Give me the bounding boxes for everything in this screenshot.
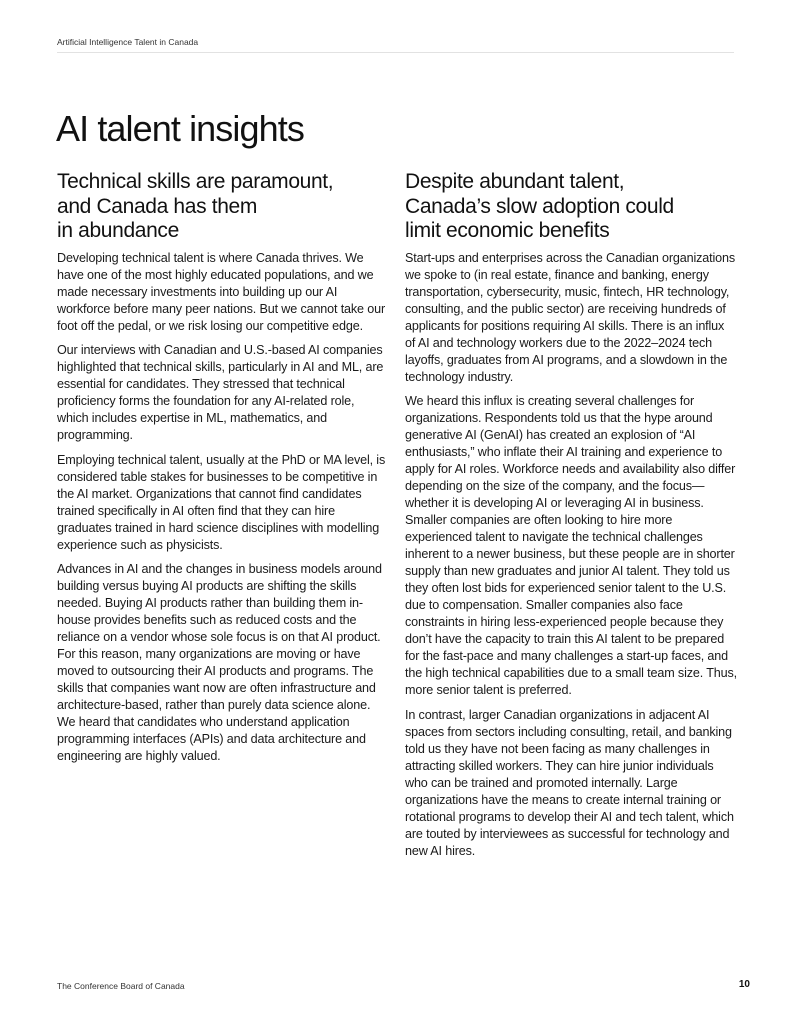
left-column	[57, 170, 387, 773]
right-paragraph: In contrast, larger Canadian organizations in adjacent AI spaces from sectors including consulting, retail, and banking told us they have not been facing as many challenges in attracting skilled workers. They can hire junior individuals who can be trained and promoted internally. Large organizations have the means to create internal training or rotational programs to develop their AI and tech talent, which are touted by interviewees as successful for technology and new AI hires.	[405, 707, 734, 858]
left-column-heading	[57, 170, 387, 244]
right-heading-line: Despite abundant talent,	[405, 170, 625, 193]
left-paragraph: Employing technical talent, usually at the PhD or MA level, is considered table stakes for businesses to be competitive in the AI market. Organizations that cannot find candidates trained specifically in AI often find that they can hire graduates trained in hard science disciplines with modelling experience such as physicists.	[57, 452, 386, 552]
page-title: AI talent insights	[56, 108, 304, 149]
footer-publisher: The Conference Board of Canada	[57, 981, 185, 991]
left-heading-line: Technical skills are paramount,	[57, 170, 334, 193]
right-heading-line: limit economic benefits	[405, 219, 610, 242]
left-heading-line: in abundance	[57, 219, 179, 242]
header-divider	[57, 52, 734, 53]
left-paragraph: Developing technical talent is where Canada thrives. We have one of the most highly educated populations, and we made necessary investments into building up our AI workforce before many peer nations. But we cannot take our foot off the pedal, or we risk losing our competitive edge.	[57, 250, 386, 333]
left-paragraph: Advances in AI and the changes in business models around building versus buying AI products are shifting the skills needed. Buying AI products rather than building them in-house provides benefits such as reduced costs and the reliance on a vendor whose sole focus is on that AI product. For this reason, many organizations are moving or have moved to outsourcing their AI products and programs. The skills that companies want now are often infrastructure and architecture-based, rather than purely data science alone. We heard that candidates who understand application programming interfaces (APIs) and data architecture and engineering are highly valued.	[57, 562, 382, 763]
right-column	[405, 170, 737, 867]
left-paragraph: Our interviews with Canadian and U.S.-based AI companies highlighted that technical skills, particularly in AI and ML, are essential for candidates. They stressed that technical proficiency forms the foundation for any AI-related role, which includes expertise in ML, mathematics, and programming.	[57, 343, 384, 442]
right-heading-line: Canada’s slow adoption could	[405, 194, 674, 218]
left-heading-line: and Canada has them	[57, 194, 257, 218]
right-paragraph: Start-ups and enterprises across the Canadian organizations we spoke to (in real estate, finance and banking, energy transportation, cybersecurity, music, fintech, HR technology, consulting, and the public sector) are receiving hundreds of applicants for positions requiring AI skills. There is an influx of AI and technology workers due to the 2022–2024 tech layoffs, graduates from AI programs, and a slowdown in the technology industry.	[405, 250, 735, 384]
running-header: Artificial Intelligence Talent in Canada	[57, 37, 199, 47]
right-paragraph: We heard this influx is creating several challenges for organizations. Respondents told us that the hype around generative AI (GenAI) has created an explosion of “AI enthusiasts,” who inflate their AI training and experience to apply for AI roles. Workforce needs and availability also differ depending on the size of the company, and the focus—whether it is developing AI or leveraging AI in business. Smaller companies are often looking to hire more experienced talent to navigate the technical challenges inherent to a newer business, but these people are in shorter supply than new graduates and junior AI talent. They told us they often lost bids for experienced senior talent to the U.S. due to compensation. Smaller companies also face constraints in hiring less-experienced people because they don’t have the capacity to train this AI talent to be prepared for the fast-pace and many challenges a start-up faces, and the high technical capabilities due to a small team size. Thus, more senior talent is preferred.	[405, 394, 737, 697]
page-number: 10	[738, 979, 750, 990]
right-column-heading	[405, 170, 737, 244]
